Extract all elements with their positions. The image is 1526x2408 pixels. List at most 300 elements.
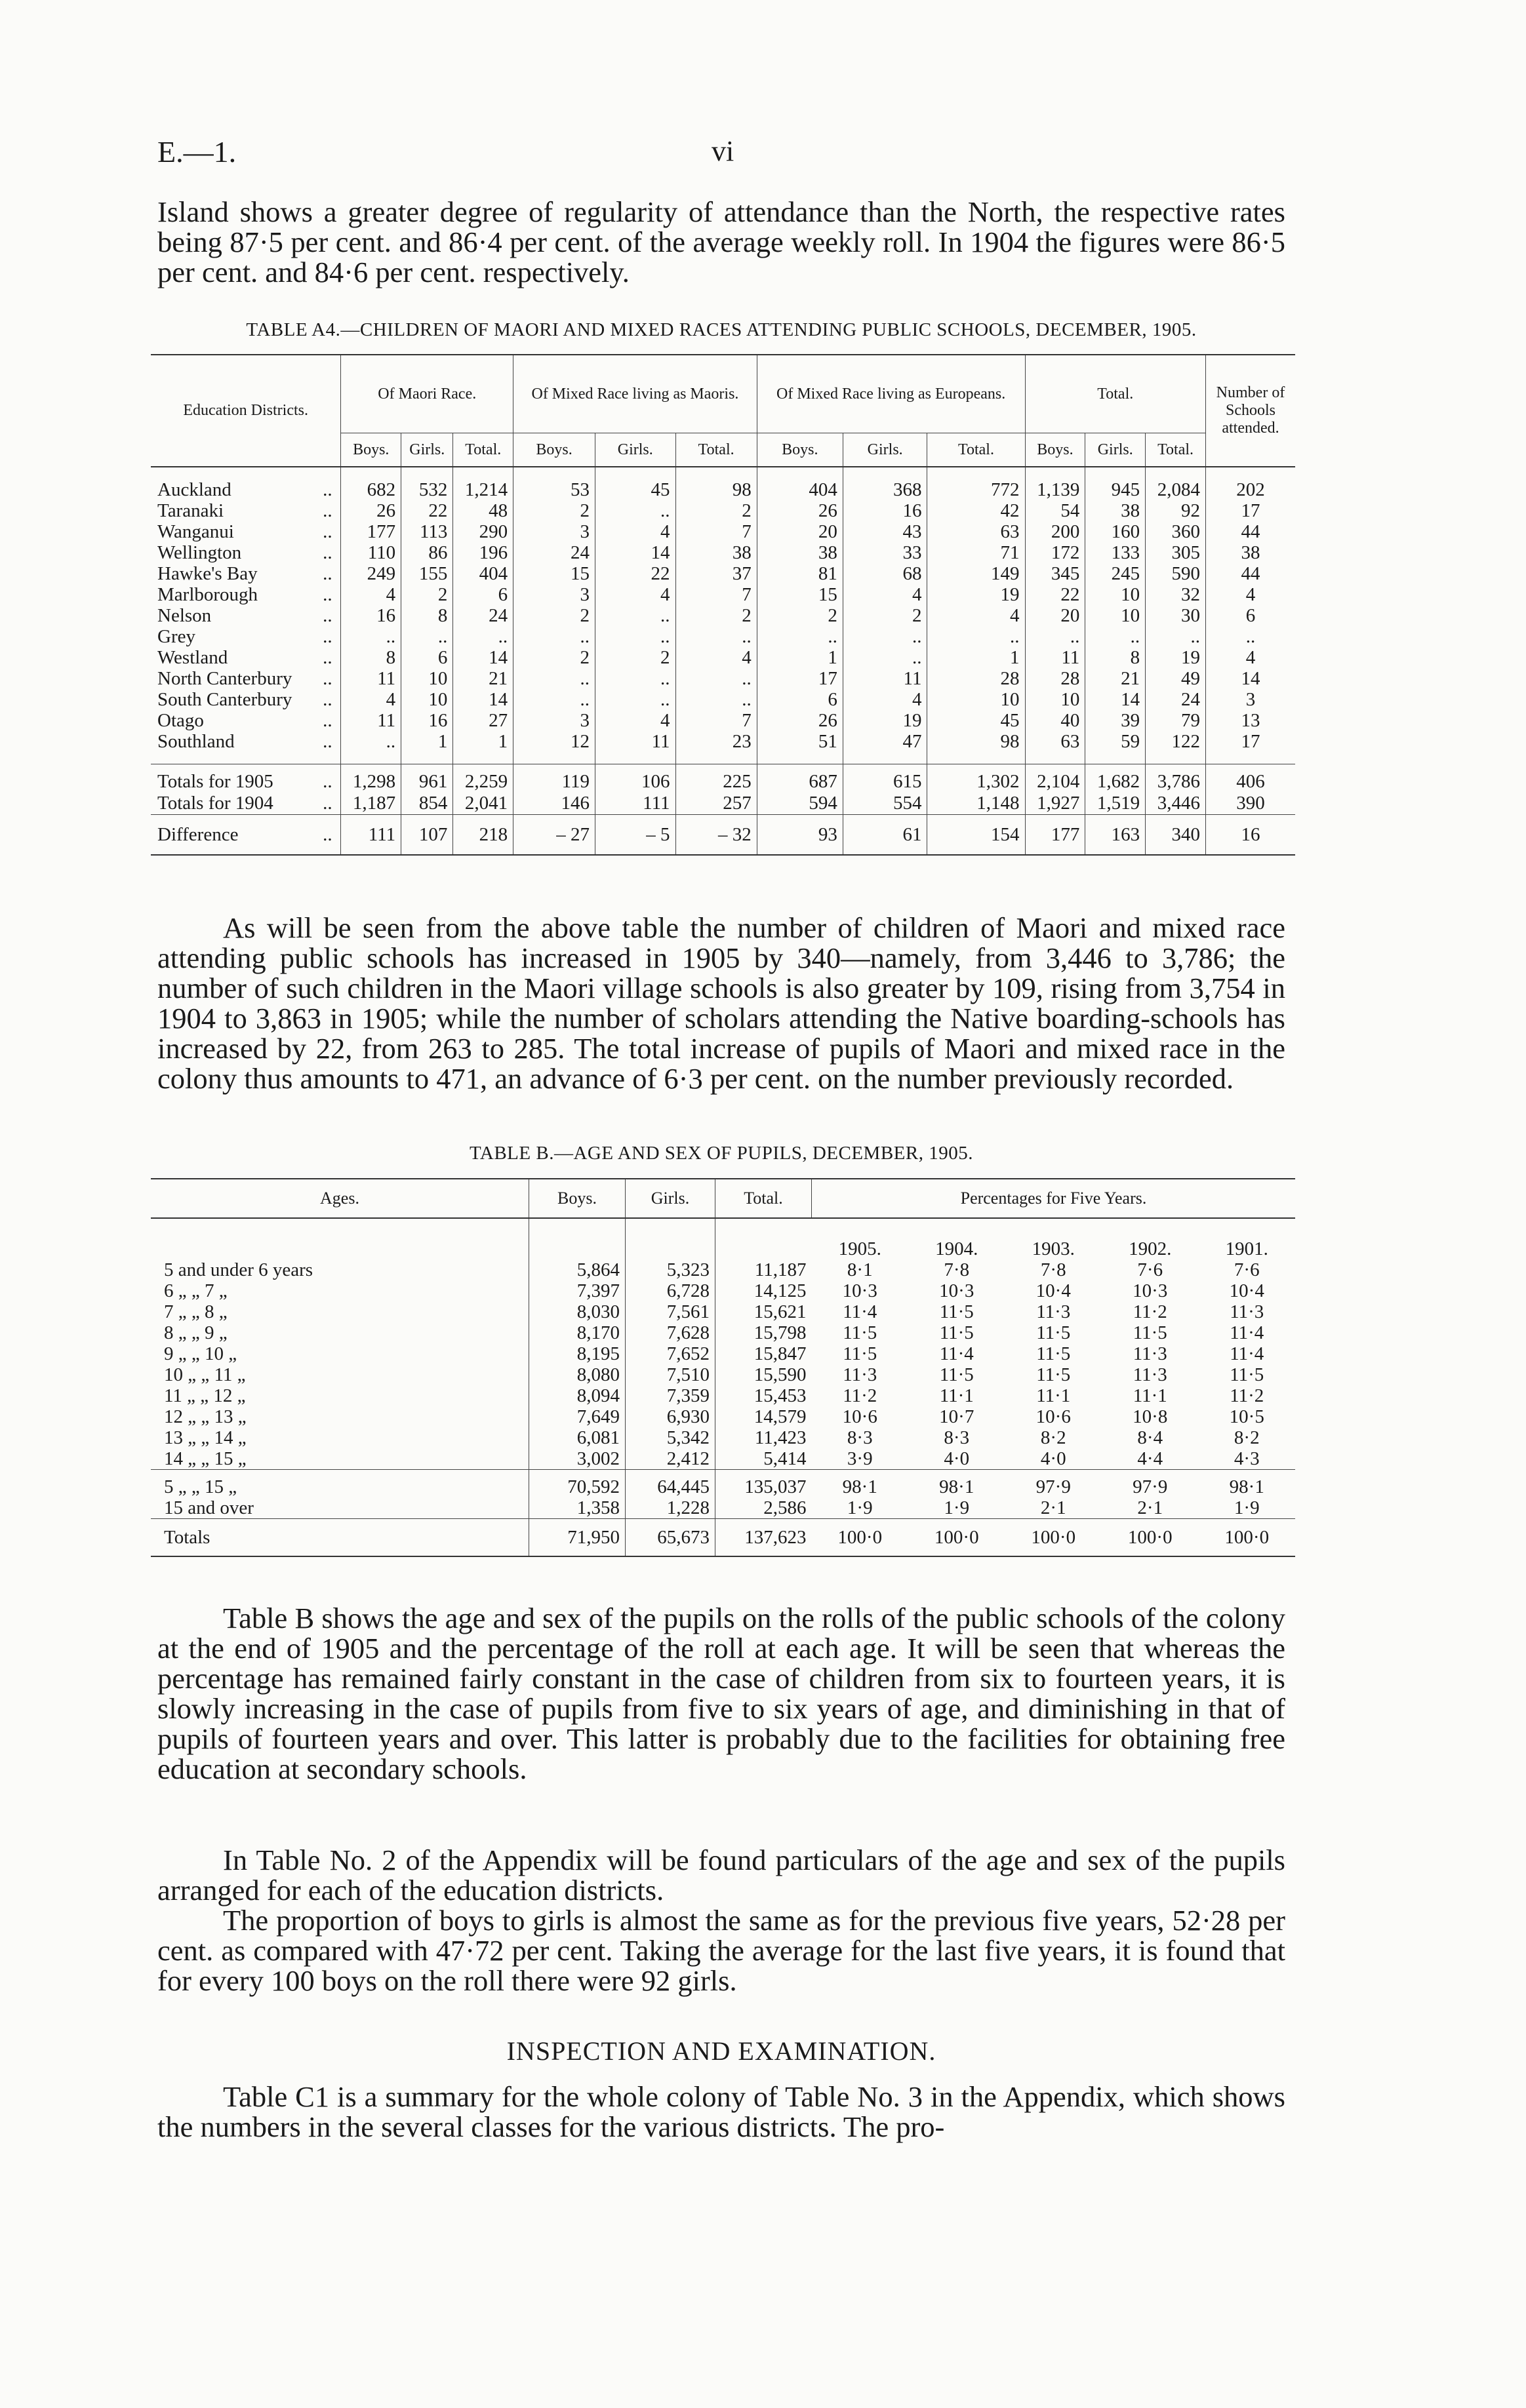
cell-value: 3,446 bbox=[1146, 793, 1206, 815]
cell-value: 2,084 bbox=[1146, 467, 1206, 500]
district-name: Westland bbox=[157, 647, 228, 668]
paragraph-appendix-text: In Table No. 2 of the Appendix will be found particulars of the age and sex of the pupils arranged for each of the education districts. bbox=[157, 1844, 1285, 1906]
cell-value: 11 bbox=[843, 668, 927, 689]
cell-value: 10·6 bbox=[1035, 1406, 1071, 1427]
cell-value: 7,397 bbox=[529, 1280, 626, 1301]
table-row bbox=[151, 1448, 1295, 1470]
cell-value: 404 bbox=[453, 563, 513, 584]
cell-value: 51 bbox=[757, 731, 843, 764]
cell-value: 68 bbox=[843, 563, 927, 584]
table-row bbox=[151, 605, 1295, 626]
table-row bbox=[151, 1301, 1295, 1322]
cell-value: 38 bbox=[757, 542, 843, 563]
cell-value: 1,298 bbox=[341, 764, 401, 793]
cell-value: 100·0 bbox=[1005, 1519, 1102, 1557]
cell-value: 202 bbox=[1206, 467, 1296, 500]
paragraph-inspection-text: Table C1 is a summary for the whole colony of Table No. 3 in the Appendix, which shows the numbers in the several classes for the various districts. The pro- bbox=[157, 2080, 1285, 2143]
cell-value: 687 bbox=[757, 764, 843, 793]
cell-value: 6 bbox=[453, 584, 513, 605]
page-number: vi bbox=[712, 135, 734, 167]
cell-value: 14,579 bbox=[715, 1406, 812, 1427]
cell-value: .. bbox=[927, 626, 1025, 647]
leader-dots: .. bbox=[314, 764, 341, 793]
cell-value: 1,228 bbox=[626, 1497, 715, 1519]
cell-value: 20 bbox=[1025, 605, 1085, 626]
cell-value: 23 bbox=[675, 731, 757, 764]
paragraph-table-b bbox=[157, 1603, 1285, 1784]
year-header: 1902. bbox=[1129, 1238, 1172, 1259]
cell-value: 110 bbox=[341, 542, 401, 563]
cell-value: 11·2 bbox=[1133, 1301, 1167, 1322]
cell-value: 257 bbox=[675, 793, 757, 815]
cell-value: 33 bbox=[843, 542, 927, 563]
blank-cell bbox=[626, 1218, 715, 1259]
cell-value: 10·8 bbox=[1133, 1406, 1168, 1427]
cell-value: .. bbox=[1206, 626, 1296, 647]
cell-value: 340 bbox=[1146, 815, 1206, 856]
leader-dots: .. bbox=[323, 793, 332, 814]
cell-value: 11·3 bbox=[843, 1364, 877, 1385]
cell-value: 10·6 bbox=[842, 1406, 877, 1427]
cell-value: 15,453 bbox=[715, 1385, 812, 1406]
leader-dots: .. bbox=[323, 500, 332, 521]
table-row bbox=[151, 1259, 1295, 1280]
cell-value: 6 bbox=[401, 647, 453, 668]
sub-header: Girls. bbox=[843, 433, 927, 467]
district-name: Difference bbox=[151, 815, 314, 856]
table-row bbox=[151, 521, 1295, 542]
cell-value: 64,445 bbox=[626, 1470, 715, 1498]
cell-value: 26 bbox=[757, 500, 843, 521]
cell-value: 6,081 bbox=[529, 1427, 626, 1448]
blank-cell bbox=[151, 1218, 529, 1259]
cell-value: 63 bbox=[927, 521, 1025, 542]
cell-value: 1,682 bbox=[1085, 764, 1146, 793]
cell-value: 1,927 bbox=[1025, 793, 1085, 815]
cell-value: 7·8 bbox=[944, 1259, 970, 1280]
cell-value: 19 bbox=[927, 584, 1025, 605]
cell-value: 17 bbox=[1206, 500, 1296, 521]
paragraph-proportion bbox=[157, 1905, 1285, 1996]
cell-value: 10·5 bbox=[1229, 1406, 1264, 1427]
cell-value: 10 bbox=[1025, 689, 1085, 710]
cell-value: 21 bbox=[1085, 668, 1146, 689]
cell-value: 98·1 bbox=[908, 1470, 1005, 1498]
cell-value: 11·3 bbox=[1133, 1343, 1167, 1364]
cell-value: 7 bbox=[675, 584, 757, 605]
cell-value: 11·2 bbox=[1230, 1385, 1264, 1406]
cell-value: 8 bbox=[341, 647, 401, 668]
cell-value: .. bbox=[401, 626, 453, 647]
cell-value: .. bbox=[595, 500, 676, 521]
cell-value: 2·1 bbox=[1137, 1497, 1163, 1518]
cell-value: 100·0 bbox=[812, 1519, 909, 1557]
cell-value: 2·1 bbox=[1040, 1497, 1066, 1518]
cell-value: 107 bbox=[401, 815, 453, 856]
cell-value: 98·1 bbox=[812, 1470, 909, 1498]
leader-dots: .. bbox=[323, 731, 332, 752]
col-ages: Ages. bbox=[320, 1189, 359, 1208]
age-label: 9 „ „ 10 „ bbox=[164, 1343, 237, 1364]
district-name: Nelson bbox=[157, 605, 212, 626]
cell-value: 4 bbox=[1206, 584, 1296, 605]
cell-value: .. bbox=[513, 668, 595, 689]
table-row bbox=[151, 500, 1295, 521]
table-row bbox=[151, 563, 1295, 584]
table-row bbox=[151, 1427, 1295, 1448]
cell-value: 38 bbox=[675, 542, 757, 563]
cell-value: 14,125 bbox=[715, 1280, 812, 1301]
cell-value: 45 bbox=[595, 467, 676, 500]
cell-value: – 27 bbox=[513, 815, 595, 856]
cell-value: 854 bbox=[401, 793, 453, 815]
cell-value: 8·2 bbox=[1040, 1427, 1066, 1448]
cell-value: 3,002 bbox=[529, 1448, 626, 1470]
sub-header: Girls. bbox=[1085, 433, 1146, 467]
cell-value: 8 bbox=[1085, 647, 1146, 668]
cell-value: 10 bbox=[1085, 605, 1146, 626]
leader-dots: .. bbox=[323, 689, 332, 710]
leader-dots: .. bbox=[314, 815, 341, 856]
age-label: 6 „ „ 7 „ bbox=[164, 1280, 228, 1301]
cell-value: 59 bbox=[1085, 731, 1146, 764]
sub-header: Total. bbox=[927, 433, 1025, 467]
district-name: Southland bbox=[157, 731, 235, 752]
cell-value: 1,214 bbox=[453, 467, 513, 500]
cell-value: 149 bbox=[927, 563, 1025, 584]
cell-value: 14 bbox=[1206, 668, 1296, 689]
cell-value: 6,728 bbox=[626, 1280, 715, 1301]
cell-value: .. bbox=[675, 668, 757, 689]
cell-value: 37 bbox=[675, 563, 757, 584]
cell-value: 8·2 bbox=[1234, 1427, 1260, 1448]
cell-value: 17 bbox=[1206, 731, 1296, 764]
cell-value: .. bbox=[453, 626, 513, 647]
sub-header: Total. bbox=[453, 433, 513, 467]
year-header: 1904. bbox=[935, 1238, 978, 1259]
leader-dots: .. bbox=[323, 584, 332, 605]
cell-value: 3·9 bbox=[847, 1448, 873, 1469]
cell-value: 97·9 bbox=[1005, 1470, 1102, 1498]
cell-value: 11·3 bbox=[1036, 1301, 1071, 1322]
cell-value: 594 bbox=[757, 793, 843, 815]
col-percentages: Percentages for Five Years. bbox=[812, 1179, 1296, 1218]
cell-value: 2,259 bbox=[453, 764, 513, 793]
cell-value: 4 bbox=[341, 689, 401, 710]
table-row bbox=[151, 1343, 1295, 1364]
age-label: 14 „ „ 15 „ bbox=[164, 1448, 247, 1469]
cell-value: 7·8 bbox=[1040, 1259, 1066, 1280]
years-row bbox=[151, 1218, 1295, 1259]
cell-value: 154 bbox=[927, 815, 1025, 856]
cell-value: 7,628 bbox=[626, 1322, 715, 1343]
cell-value: 61 bbox=[843, 815, 927, 856]
cell-value: 22 bbox=[1025, 584, 1085, 605]
cell-value: .. bbox=[595, 605, 676, 626]
cell-value: 1,519 bbox=[1085, 793, 1146, 815]
year-header: 1901. bbox=[1225, 1238, 1268, 1259]
cell-value: 15 bbox=[757, 584, 843, 605]
cell-value: 10·3 bbox=[939, 1280, 974, 1301]
col-group-mixed-europeans: Of Mixed Race living as Europeans. bbox=[757, 355, 1025, 433]
cell-value: 11·5 bbox=[843, 1343, 877, 1364]
cell-value: 79 bbox=[1146, 710, 1206, 731]
sub-header: Boys. bbox=[757, 433, 843, 467]
cell-value: 11·3 bbox=[1230, 1301, 1264, 1322]
sub-header: Boys. bbox=[1025, 433, 1085, 467]
cell-value: 2,586 bbox=[715, 1497, 812, 1519]
table-a-caption: TABLE A4.—CHILDREN OF MAORI AND MIXED RACES ATTENDING PUBLIC SCHOOLS, DECEMBER, 1905. bbox=[246, 319, 1197, 340]
col-total: Total. bbox=[715, 1179, 812, 1218]
cell-value: 63 bbox=[1025, 731, 1085, 764]
cell-value: 1,187 bbox=[341, 793, 401, 815]
cell-value: 2 bbox=[595, 647, 676, 668]
cell-value: 19 bbox=[843, 710, 927, 731]
cell-value: 1·9 bbox=[1234, 1497, 1260, 1518]
cell-value: 3 bbox=[513, 710, 595, 731]
cell-value: 245 bbox=[1085, 563, 1146, 584]
cell-value: 11,423 bbox=[715, 1427, 812, 1448]
cell-value: 11 bbox=[1025, 647, 1085, 668]
table-row bbox=[151, 689, 1295, 710]
cell-value: .. bbox=[1025, 626, 1085, 647]
cell-value: 111 bbox=[341, 815, 401, 856]
blank-cell bbox=[715, 1218, 812, 1259]
col-boys: Boys. bbox=[529, 1179, 626, 1218]
cell-value: 2 bbox=[675, 605, 757, 626]
cell-value: 146 bbox=[513, 793, 595, 815]
cell-value: 8 bbox=[401, 605, 453, 626]
cell-value: 305 bbox=[1146, 542, 1206, 563]
cell-value: 1 bbox=[927, 647, 1025, 668]
cell-value: 3,786 bbox=[1146, 764, 1206, 793]
cell-value: 11·4 bbox=[1230, 1322, 1264, 1343]
cell-value: 40 bbox=[1025, 710, 1085, 731]
col-group-maori: Of Maori Race. bbox=[341, 355, 513, 433]
cell-value: 133 bbox=[1085, 542, 1146, 563]
cell-value: 249 bbox=[341, 563, 401, 584]
cell-value: 290 bbox=[453, 521, 513, 542]
cell-value: 15,798 bbox=[715, 1322, 812, 1343]
cell-value: .. bbox=[843, 626, 927, 647]
cell-value: 6 bbox=[757, 689, 843, 710]
district-name: Grey bbox=[157, 626, 195, 647]
table-row bbox=[151, 1280, 1295, 1301]
district-name: Taranaki bbox=[157, 500, 224, 521]
cell-value: 11·4 bbox=[939, 1343, 974, 1364]
table-row bbox=[151, 815, 1295, 856]
cell-value: 113 bbox=[401, 521, 453, 542]
cell-value: 11·5 bbox=[1036, 1343, 1071, 1364]
cell-value: 1·9 bbox=[944, 1497, 970, 1518]
cell-value: 11·4 bbox=[843, 1301, 877, 1322]
table-row bbox=[151, 1406, 1295, 1427]
cell-value: 106 bbox=[595, 764, 676, 793]
district-name: Wanganui bbox=[157, 521, 234, 542]
cell-value: 86 bbox=[401, 542, 453, 563]
district-name: Marlborough bbox=[157, 584, 258, 605]
cell-value: 14 bbox=[453, 689, 513, 710]
cell-value: 15,847 bbox=[715, 1343, 812, 1364]
cell-value: 200 bbox=[1025, 521, 1085, 542]
age-label: 10 „ „ 11 „ bbox=[164, 1364, 246, 1385]
table-row bbox=[151, 584, 1295, 605]
cell-value: 15,590 bbox=[715, 1364, 812, 1385]
cell-value: 7 bbox=[675, 521, 757, 542]
cell-value: .. bbox=[1146, 626, 1206, 647]
leader-dots: .. bbox=[323, 647, 332, 668]
cell-value: 4 bbox=[927, 605, 1025, 626]
table-a4 bbox=[151, 354, 1295, 856]
cell-value: 14 bbox=[453, 647, 513, 668]
cell-value: .. bbox=[675, 689, 757, 710]
cell-value: 8,094 bbox=[529, 1385, 626, 1406]
cell-value: 172 bbox=[1025, 542, 1085, 563]
cell-value: 4 bbox=[843, 584, 927, 605]
cell-value: 24 bbox=[513, 542, 595, 563]
cell-value: 345 bbox=[1025, 563, 1085, 584]
cell-value: 4·0 bbox=[1040, 1448, 1066, 1469]
age-label: 12 „ „ 13 „ bbox=[164, 1406, 247, 1427]
cell-value: .. bbox=[595, 689, 676, 710]
cell-value: 11·5 bbox=[843, 1322, 877, 1343]
cell-value: 100·0 bbox=[1102, 1519, 1199, 1557]
age-label: 11 „ „ 12 „ bbox=[164, 1385, 246, 1406]
paragraph-increase bbox=[157, 913, 1285, 1094]
cell-value: 70,592 bbox=[529, 1470, 626, 1498]
cell-value: 11·5 bbox=[1036, 1364, 1071, 1385]
cell-value: 160 bbox=[1085, 521, 1146, 542]
age-label: 7 „ „ 8 „ bbox=[164, 1301, 228, 1322]
cell-value: 10·3 bbox=[842, 1280, 877, 1301]
cell-value: 945 bbox=[1085, 467, 1146, 500]
cell-value: 590 bbox=[1146, 563, 1206, 584]
cell-value: 16 bbox=[341, 605, 401, 626]
cell-value: 8·4 bbox=[1137, 1427, 1163, 1448]
cell-value: 71,950 bbox=[529, 1519, 626, 1557]
cell-value: 10·4 bbox=[1035, 1280, 1071, 1301]
cell-value: 11·5 bbox=[939, 1364, 974, 1385]
cell-value: 15,621 bbox=[715, 1301, 812, 1322]
cell-value: 11·5 bbox=[1133, 1322, 1167, 1343]
cell-value: 3 bbox=[513, 521, 595, 542]
cell-value: 32 bbox=[1146, 584, 1206, 605]
cell-value: 2 bbox=[401, 584, 453, 605]
age-label: 8 „ „ 9 „ bbox=[164, 1322, 228, 1343]
cell-value: 8,195 bbox=[529, 1343, 626, 1364]
cell-value: 7,510 bbox=[626, 1364, 715, 1385]
cell-value: 81 bbox=[757, 563, 843, 584]
cell-value: 24 bbox=[453, 605, 513, 626]
cell-value: 532 bbox=[401, 467, 453, 500]
cell-value: 48 bbox=[453, 500, 513, 521]
cell-value: 2 bbox=[757, 605, 843, 626]
cell-value: .. bbox=[341, 626, 401, 647]
cell-value: 20 bbox=[757, 521, 843, 542]
cell-value: 1,139 bbox=[1025, 467, 1085, 500]
cell-value: 6,930 bbox=[626, 1406, 715, 1427]
cell-value: 98·1 bbox=[1199, 1470, 1296, 1498]
cell-value: 1·9 bbox=[847, 1497, 873, 1518]
cell-value: 5,323 bbox=[626, 1259, 715, 1280]
cell-value: 7,561 bbox=[626, 1301, 715, 1322]
cell-value: .. bbox=[1085, 626, 1146, 647]
cell-value: 4 bbox=[595, 521, 676, 542]
district-name: South Canterbury bbox=[157, 689, 292, 710]
table-row bbox=[151, 793, 1295, 815]
cell-value: – 32 bbox=[675, 815, 757, 856]
year-header: 1905. bbox=[838, 1238, 881, 1259]
cell-value: 1,148 bbox=[927, 793, 1025, 815]
cell-value: 406 bbox=[1206, 764, 1296, 793]
cell-value: 11 bbox=[341, 668, 401, 689]
cell-value: 615 bbox=[843, 764, 927, 793]
cell-value: 100·0 bbox=[1199, 1519, 1296, 1557]
cell-value: 11·5 bbox=[939, 1322, 974, 1343]
section-heading: INSPECTION AND EXAMINATION. bbox=[506, 2036, 936, 2066]
cell-value: 65,673 bbox=[626, 1519, 715, 1557]
leader-dots: .. bbox=[323, 668, 332, 689]
cell-value: 24 bbox=[1146, 689, 1206, 710]
cell-value: 4 bbox=[595, 710, 676, 731]
cell-value: 27 bbox=[453, 710, 513, 731]
year-header: 1903. bbox=[1032, 1238, 1075, 1259]
cell-value: 22 bbox=[595, 563, 676, 584]
cell-value: 682 bbox=[341, 467, 401, 500]
table-row bbox=[151, 764, 1295, 793]
cell-value: 92 bbox=[1146, 500, 1206, 521]
cell-value: 11·2 bbox=[843, 1385, 877, 1406]
sub-header: Girls. bbox=[401, 433, 453, 467]
cell-value: 1 bbox=[453, 731, 513, 764]
cell-value: 4·4 bbox=[1137, 1448, 1163, 1469]
cell-value: 11·1 bbox=[939, 1385, 974, 1406]
table-row bbox=[151, 647, 1295, 668]
cell-value: 10 bbox=[1085, 584, 1146, 605]
cell-value: 554 bbox=[843, 793, 927, 815]
district-name: Auckland bbox=[157, 479, 231, 500]
leader-dots: .. bbox=[323, 563, 332, 584]
cell-value: 4 bbox=[843, 689, 927, 710]
sub-header: Boys. bbox=[513, 433, 595, 467]
sub-header: Total. bbox=[675, 433, 757, 467]
leader-dots: .. bbox=[323, 710, 332, 731]
cell-value: 16 bbox=[843, 500, 927, 521]
cell-value: 8,030 bbox=[529, 1301, 626, 1322]
paragraph-table-b-text: Table B shows the age and sex of the pupils on the rolls of the public schools of the colony at the end of 1905 and the percentage of the roll at each age. It will be seen that whereas the percentage has remained fairly constant in the case of children from six to fourteen years, it is slowly increasing in the case of pupils from five to six years of age, and diminishing in that of pupils of fourteen years and over. This latter is probably due to the facilities for obtaining free education at secondary schools. bbox=[157, 1602, 1285, 1785]
cell-value: 49 bbox=[1146, 668, 1206, 689]
cell-value: 39 bbox=[1085, 710, 1146, 731]
cell-value: 97·9 bbox=[1102, 1470, 1199, 1498]
cell-value: 16 bbox=[401, 710, 453, 731]
cell-value: 2 bbox=[513, 647, 595, 668]
cell-value: 16 bbox=[1206, 815, 1296, 856]
cell-value: 11·5 bbox=[1230, 1364, 1264, 1385]
cell-value: 12 bbox=[513, 731, 595, 764]
cell-value: 8·3 bbox=[944, 1427, 970, 1448]
cell-value: 119 bbox=[513, 764, 595, 793]
table-row bbox=[151, 467, 1295, 500]
cell-value: 38 bbox=[1206, 542, 1296, 563]
col-group-mixed-maoris: Of Mixed Race living as Maoris. bbox=[513, 355, 757, 433]
paragraph-appendix bbox=[157, 1845, 1285, 1905]
cell-value: 2 bbox=[513, 500, 595, 521]
cell-value: 2 bbox=[675, 500, 757, 521]
cell-value: .. bbox=[757, 626, 843, 647]
cell-value: 5,342 bbox=[626, 1427, 715, 1448]
cell-value: 163 bbox=[1085, 815, 1146, 856]
cell-value: 10 bbox=[927, 689, 1025, 710]
